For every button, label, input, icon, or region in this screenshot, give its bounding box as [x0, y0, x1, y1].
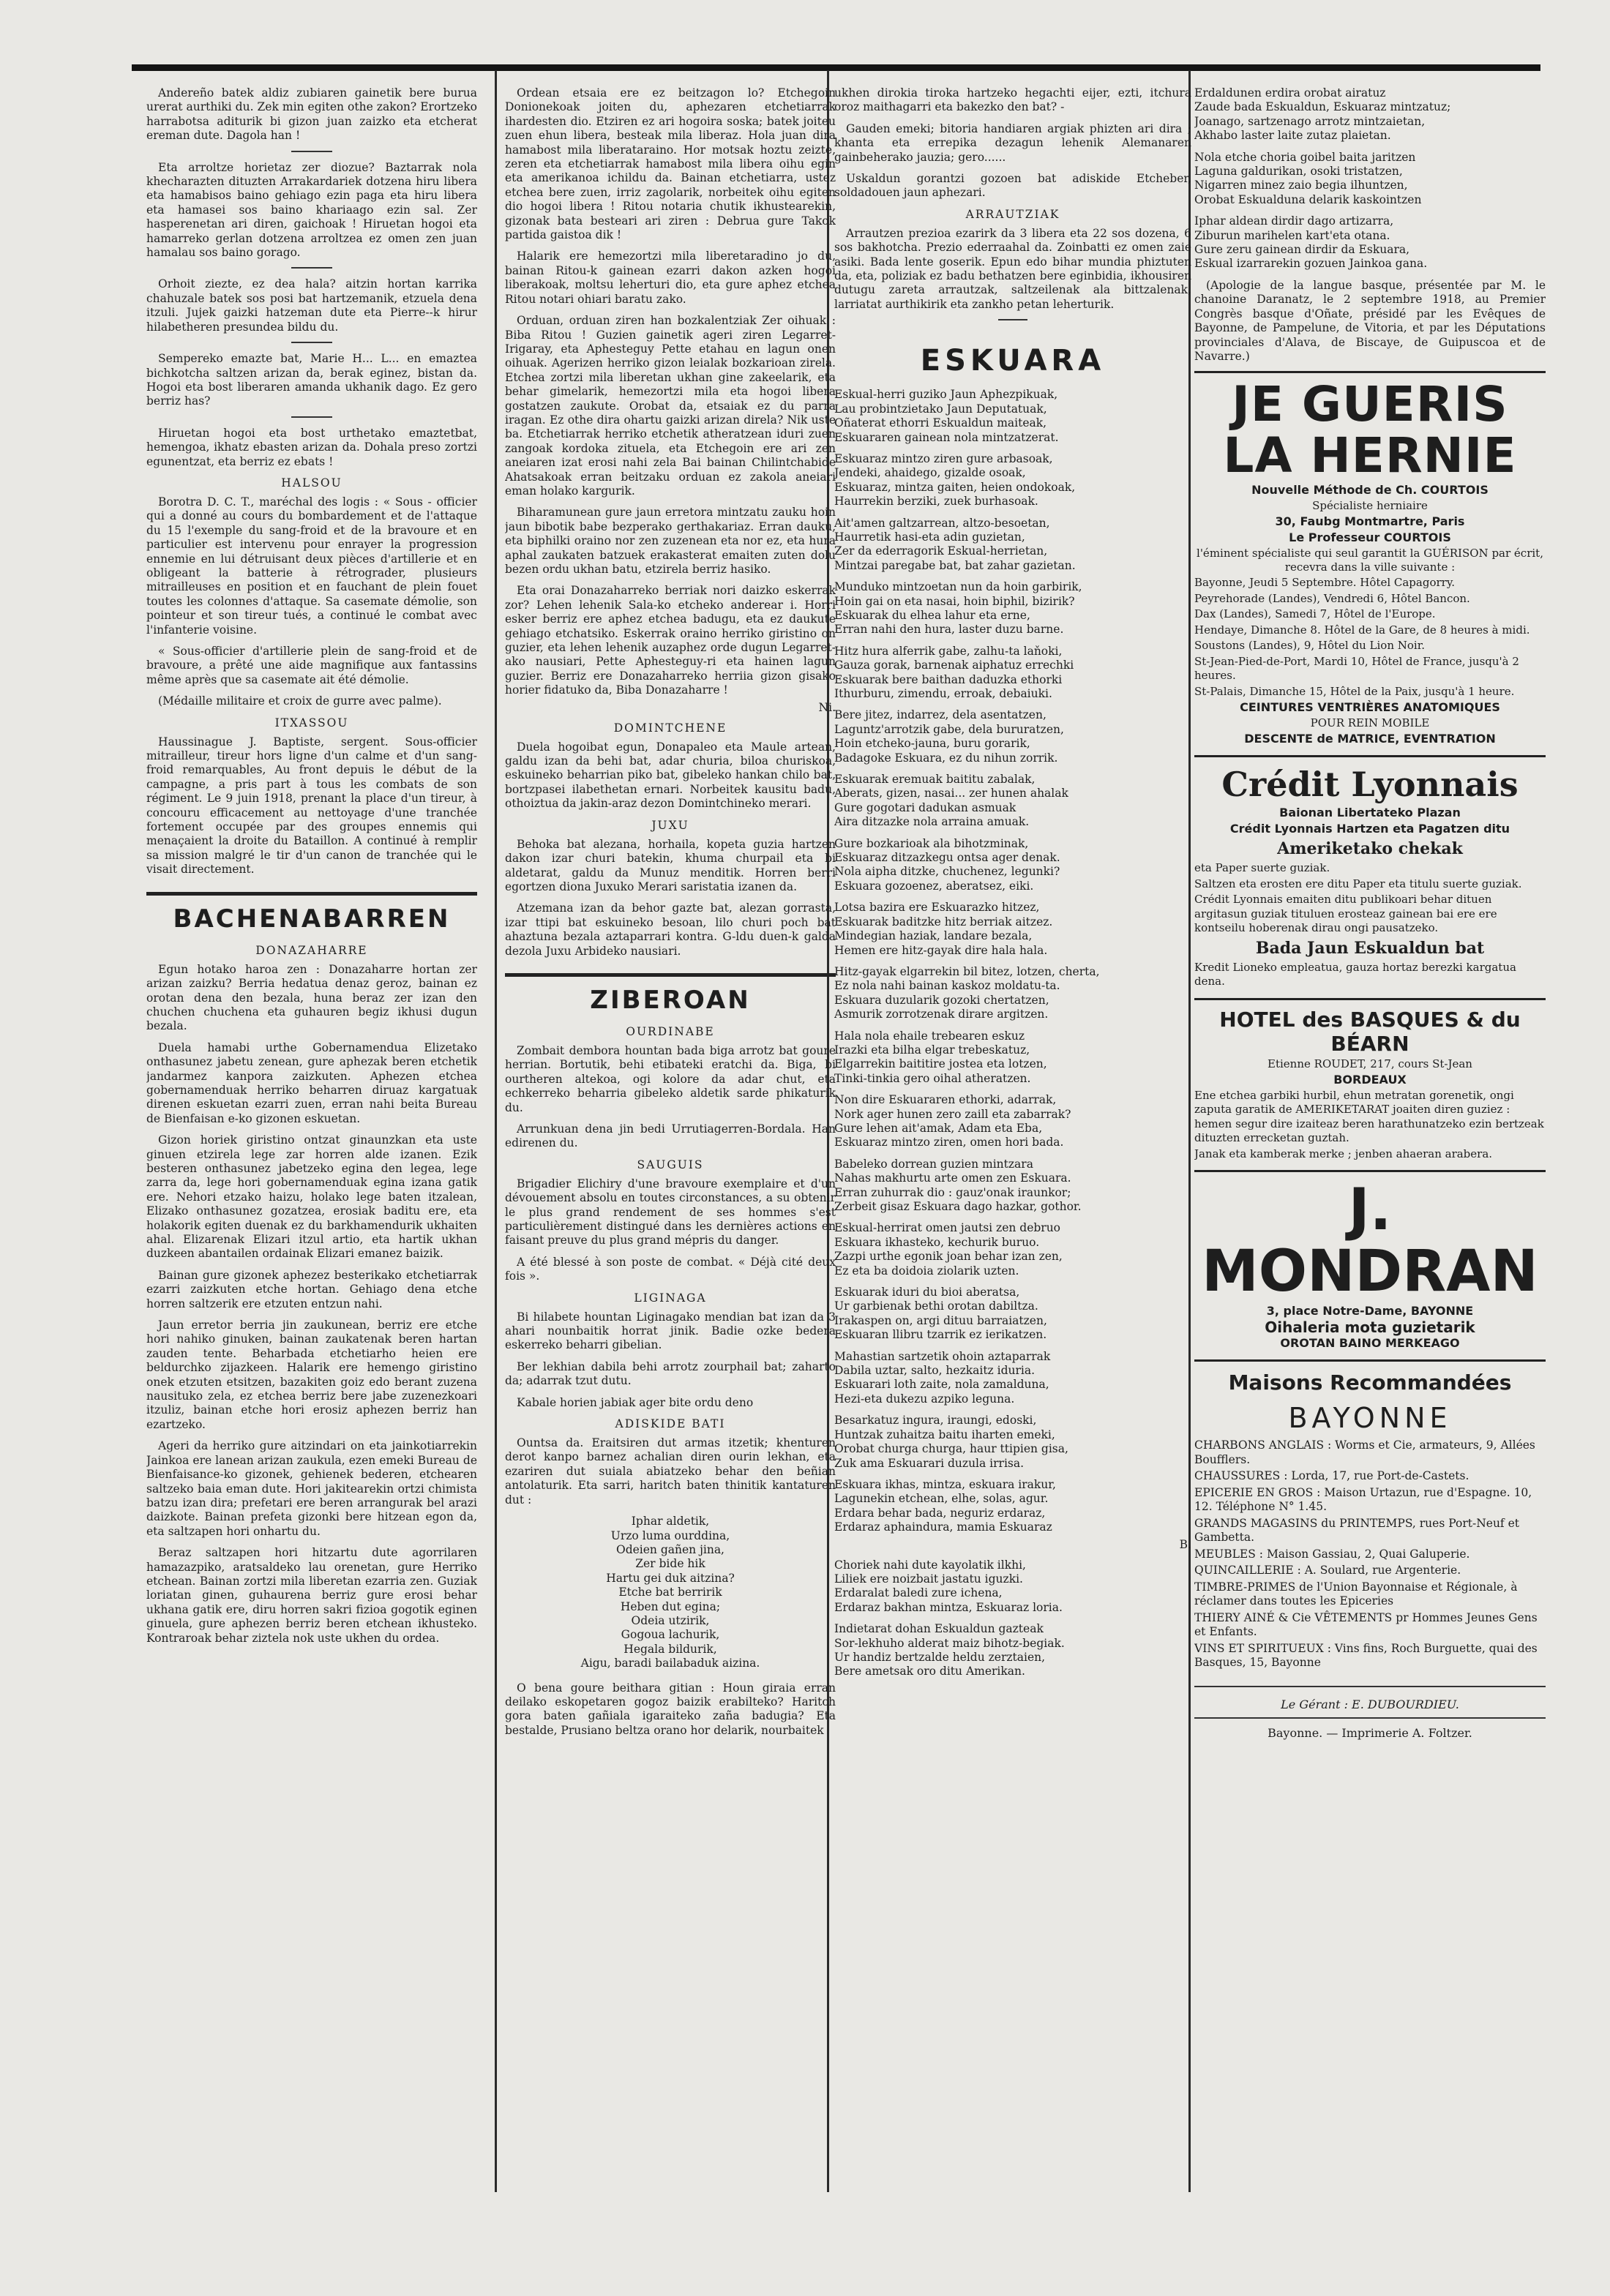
stanza: Munduko mintzoetan nun da hoin garbirik, Hoin gai on eta nasai, hoin biphil, bizirik? Eskuarak du elhea lahur eta erne, Erran nahi den hura, laster duzu barne.	[834, 580, 1082, 637]
poem-line: Aigu, baradi bailabaduk aizina.	[580, 1657, 760, 1670]
ad-headline: Crédit Lyonnais	[1221, 765, 1519, 805]
ad-schedule: Soustons (Landes), 9, Hôtel du Lion Noir.	[1194, 639, 1425, 653]
shop-listing: MEUBLES : Maison Gassiau, 2, Quai Galuperie.	[1194, 1547, 1470, 1561]
shop-listing: EPICERIE EN GROS : Maison Urtazun, rue d'Espagne. 10, 12. Téléphone N° 1.45.	[1194, 1485, 1532, 1514]
poem-line: Zer bide hik	[635, 1557, 705, 1571]
ad-line: Saltzen eta erosten ere ditu Paper eta titulu suerte guziak.	[1194, 877, 1522, 890]
gerant-line: Le Gérant : E. DUBOURDIEU.	[1281, 1697, 1459, 1711]
stanza: Besarkatuz ingura, iraungi, edoski, Huntzak zuhaitza baitu iharten emeki, Orobat churga churga, haur ttipien gisa, Zuk ama Eskuarari duzula irrisa.	[834, 1414, 1068, 1470]
paragraph: Andereño batek aldiz zubiaren gainetik bere burua urerat aurthiki du. Zek min egiten othe zakon? Erortzeko harrabotsa aditurik bi gizon juan zaizko eta etcherat ereman dute. Dagola han !	[146, 86, 477, 143]
paragraph: Ber lekhian dabila behi arrotz zourphail bat; zaharto da; adarrak tzut dutu.	[505, 1359, 836, 1388]
region-heading: ZIBEROAN	[505, 973, 836, 1015]
shop-listing: QUINCAILLERIE : A. Soulard, rue Argenterie.	[1194, 1564, 1461, 1577]
stanza: Non dire Eskuararen ethorki, adarrak, Nork ager hunen zero zaill eta zabarrak? Gure lehen ait'amak, Adam eta Eba, Eskuaraz mintzo ziren, omen hori bada.	[834, 1093, 1071, 1149]
ad-schedule: Hendaye, Dimanche 8. Hôtel de la Gare, de 8 heures à midi.	[1194, 623, 1530, 637]
stanza: Hitz-gayak elgarrekin bil bitez, lotzen, cherta, Ez nola nahi bainan kaskoz moldatu-ta. Eskuara duzularik gozoki chertatzen, Asmurik zorrotzenak dirare argitzen.	[834, 964, 1100, 1021]
region-heading: ESKUARA	[920, 344, 1106, 378]
shop-listing: TIMBRE-PRIMES de l'Union Bayonnaise et Régionale, à réclamer dans toutes les Epiceries	[1194, 1580, 1518, 1608]
ad-credit-lyonnais	[1194, 755, 1546, 998]
separator	[291, 342, 332, 343]
paragraph: « Sous-officier d'artillerie plein de sang-froid et de bravoure, a prêté une aide magnifique aux fantassins même après que sa casemate ait été démolie.	[146, 645, 477, 686]
top-rule	[132, 64, 1540, 71]
stanza: Choriek nahi dute kayolatik ilkhi, Liliek ere noizbait jastatu iguzki. Erdaralat baledi zure ichena, Erdaraz bakhan mintza, Eskuaraz loria.	[834, 1558, 1063, 1614]
paragraph: Duela hogoibat egun, Donapaleo eta Maule artean, galdu izan da behi bat, adar churia, biloa churiskoa, eskuineko beharrian piko bat, gibeleko hankan chilo bat, bortzpasei ilabethetan ernari. Norbeitek kausitu badu, othoiztua da jakin-araz dezon Domintchineko merari.	[505, 740, 836, 811]
stanza: Eskuara ikhas, mintza, eskuara irakur, Lagunekin etchean, elhe, solas, agur. Erdara behar bada, neguriz erdaraz, Erdaraz aphaindura, mamia Eskuaraz	[834, 1477, 1056, 1534]
ad-mondran	[1194, 1170, 1546, 1359]
ad-line: Crédit Lyonnais emaiten ditu publikoari behar dituen argitasun guziak tituluen erosteaz gainean bai ere ere kontseilu hoberenak dirau ongi pausatzeko.	[1194, 893, 1497, 935]
paragraph: ukhen dirokia tiroka hartzeko hegachti eijer, ezti, itchura oroz maithagarri eta bakezko den bat? -	[834, 86, 1191, 114]
ad-line: DESCENTE de MATRICE, EVENTRATION	[1244, 732, 1496, 746]
paragraph: Beraz saltzapen hori hitzartu dute agorrilaren hamazazpiko, aratsaldeko lau orenetan, gure Herriko etchean. Bainan zortzi mila liberetan ezarria zen. Guziak loriatan ginen, guhaurena berriz gure erosi behar ukhana gatik ere, diru horren sakri fizioa gogotik eginen ginuela, gure aphezen berriz beren etchean ikhusteko. Kontraroak behar ziztela nok uste ukhen du ordea.	[146, 1546, 477, 1645]
poem-line: Hartu gei duk aitzina?	[606, 1571, 735, 1585]
paragraph: Bi hilabete hountan Liginagako mendian bat izan da 3 ahari nounbaitik horrat jinik. Badie ozke bedera eskerreko beharri gibelian.	[505, 1310, 836, 1352]
signature: B.	[1179, 1537, 1191, 1551]
separator	[291, 267, 332, 269]
ad-subheadline: Ameriketako chekak	[1277, 839, 1463, 859]
paragraph: Duela hamabi urthe Gobernamendua Elizetako onthasunez jabetu zenean, gure aphezak beren etchetik jandarmez kanpora zaizkuten. Aphezen etchea gobernamenduak herriko beharren diruaz kargatuak direnen eskuetan ezarri zuen, erran nahi beita Bureau de Bienfaisan e-ko gizonen eskuetan.	[146, 1040, 477, 1125]
paragraph: Brigadier Elichiry d'une bravoure exemplaire et d'un dévouement absolu en toutes circonstances, a su obtenir le plus grand rendement de ses hommes s'est particulièrement distingué dans les dernières actions en faisant preuve du plus grand mépris du danger.	[505, 1177, 836, 1248]
stanza: Eskuaraz mintzo ziren gure arbasoak, Jendeki, ahaidego, gizalde osoak, Eskuaraz, mintza gaiten, heien ondokoak, Haurrekin berziki, zuek burhasoak.	[834, 451, 1076, 509]
paragraph: Atzemana izan da behor gazte bat, alezan gorrasta, izar ttipi bat eskuineko besoan, lilo churi poch bat ahaztuna bezala aztaparrari kontra. G-ldu duen-k galda dezola Juxu Arbideko nausiari.	[505, 901, 836, 958]
stanza: Lotsa bazira ere Eskuarazko hitzez, Eskuarak baditzke hitz berriak aitzez. Mindegian haziak, landare bezala, Hemen ere hitz-gayak dire hala hala.	[834, 901, 1053, 957]
shop-listing: VINS ET SPIRITUEUX : Vins fins, Roch Burguette, quai des Basques, 15, Bayonne	[1194, 1641, 1538, 1670]
poem-line: Hegala bildurik,	[624, 1642, 717, 1656]
stanza: Mahastian sartzetik ohoin aztaparrak Dabila uztar, salto, hezkaitz iduria. Eskuarari loth zaite, nola zamalduna, Hezi-eta dukezu azpiko leguna.	[834, 1349, 1051, 1406]
separator	[291, 151, 332, 152]
paragraph: Biharamunean gure jaun erretora mintzatu zauku hoin jaun bibotik babe bezperako gerthakariaz. Erran dauku, eta biphilki oraino nor zen zuzenean eta nor ez, eta hura aphal zaukaten batzuek erakasterat emaiten zuten dolu bezen ordu ukhan batu, etzirela berriz hasiko.	[505, 506, 836, 576]
ad-line: 3, place Notre-Dame, BAYONNE	[1266, 1304, 1474, 1318]
ad-hotel	[1194, 998, 1546, 1171]
ad-schedule: St-Jean-Pied-de-Port, Mardi 10, Hôtel de France, jusqu'à 2 heures.	[1194, 654, 1519, 683]
separator	[998, 319, 1027, 320]
paragraph: Hiruetan hogoi eta bost urthetako emaztetbat, hemengoa, ikhatz ebasten arizan da. Dohala preso zortzi egunentzat, eta berriz ez ebats !	[146, 426, 477, 468]
separator	[1194, 1717, 1546, 1719]
stanza: Indietarat dohan Eskualdun gazteak Sor-lekhuho alderat maiz bihotz-begiak. Ur handiz bertzalde heldu zerztaien, Bere ametsak oro ditu Amerikan.	[834, 1622, 1065, 1678]
paragraph: (Médaille militaire et croix de gurre avec palme).	[158, 694, 442, 708]
ad-headline: JE GUERIS	[1232, 376, 1508, 433]
poem-line: Urzo luma ourddina,	[610, 1528, 730, 1542]
ad-line: Le Professeur COURTOIS	[1289, 530, 1451, 545]
paragraph: Jaun erretor berria jin zaukunean, berriz ere etche hori nahiko ginuken, bainan zaukatenak beren hartan zauden tente. Beharbada etchetiarho heien ere beldurchko zijazkeen. Halarik ere hemengo giristino onek etzuten etsitzen, bazakiten goiz edo berant zuzena nausituko zela, ez etchea berriz bere jabe zuzenezkoari itzuliz, bainan etche hori erosiz aphezen berriz han ezartzeko.	[146, 1318, 477, 1431]
section-heading: ARRAUTZIAK	[965, 207, 1060, 221]
column-1	[146, 86, 477, 2194]
paragraph: Orhoit ziezte, ez dea hala? aitzin hortan karrika chahuzale batek sos posi bat hartzemanik, etzuela dena itzuli. Jujek gaizki hatzeman dute eta Pierre--k hirur hilabetheren presundea bildu du.	[146, 277, 477, 334]
ad-city: BAYONNE	[1288, 1402, 1452, 1435]
stanza: Bere jitez, indarrez, dela asentatzen, Laguntz'arrotzik gabe, dela bururatzen, Hoin etcheko-jauna, buru gorarik, Badagoke Eskuara, ez du nihun zorrik.	[834, 708, 1064, 765]
paragraph: Kabale horien jabiak ager bite ordu deno	[517, 1395, 754, 1409]
paragraph: O bena goure beithara gitian : Houn giraia erran deilako eskopetaren gogoz baizik erabilteko? Haritch gora baten gañiala igaraiteko zaña badugia? Eta bestalde, Prusiano beltza orano hor delarik, nourbaitek	[505, 1681, 836, 1737]
ad-line: Baionan Libertateko Plazan	[1279, 806, 1461, 820]
ad-line: OROTAN BAINO MERKEAGO	[1280, 1336, 1460, 1351]
ad-schedule: Dax (Landes), Samedi 7, Hôtel de l'Europe.	[1194, 607, 1436, 621]
poem-line: Odeien gañen jina,	[616, 1542, 724, 1556]
ad-headline: Maisons Recommandées	[1228, 1370, 1512, 1395]
poem-line: Heben dut egina;	[620, 1599, 721, 1613]
section-heading: ADISKIDE BATI	[615, 1417, 726, 1431]
paragraph: Zombait dembora hountan bada biga arrotz bat goure herrian. Bortutik, behi etibateki eratchi da. Biga, bi ourtheren altekoa, ogi kolore da adar chut, eta echkerreko beharria gibeleko aldetik sarde phikaturik du.	[505, 1043, 836, 1114]
paragraph: Halarik ere hemezortzi mila liberetaradino jo du, bainan Ritou-k gainean ezarri dakon azken hogoi liberakoak, moltsu leherturi dio, eta gure aphez etchea Ritou notari ohiari baratu zako.	[505, 250, 836, 306]
ad-schedule: St-Palais, Dimanche 15, Hôtel de la Paix, jusqu'à 1 heure.	[1194, 684, 1515, 698]
shop-listing: GRANDS MAGASINS du PRINTEMPS, rues Port-Neuf et Gambetta.	[1194, 1516, 1519, 1545]
ad-line: BORDEAUX	[1333, 1072, 1407, 1087]
ad-line: Oihaleria mota guzietarik	[1265, 1318, 1475, 1337]
poem-line: Odeia utzirik,	[631, 1613, 710, 1627]
paragraph: Ageri da herriko gure aitzindari on eta jainkotiarrekin Jainkoa ere lanean arizan zaukula, ezen emeki Bureau de Bienfaisance-ko gizonek, gehienek bederen, etchearen saltzeko baia eman dute. Hori jakitearekin ortzi chimista batzu izan dira; prefetari ere beren arrangurak bel arazi daizkote. Bainan prefeta gizonki bere hitzean egon da, eta saltzapen hori onhartu du.	[146, 1439, 477, 1538]
paragraph: Arrunkuan dena jin bedi Urrutiagerren-Bordala. Han edirenen du.	[505, 1122, 836, 1150]
signature: Ni.	[818, 700, 836, 714]
ad-line: Crédit Lyonnais Hartzen eta Pagatzen ditu	[1229, 822, 1510, 836]
ad-headline: HOTEL des BASQUES & du BÉARN	[1219, 1007, 1521, 1056]
stanza: Eskuarak eremuak baititu zabalak, Aberats, gizen, nasai... zer hunen ahalak Gure gogotari dadukan asmuak Aira ditzazke nola arraina amuak.	[834, 773, 1068, 829]
paragraph: Orduan, orduan ziren han bozkalentziak Zer oihuak : Biba Ritou ! Guzien gainetik ageri ziren Legarret-Irigaray, eta Aphesteguy Pette etahau en lagun onen oihuak. Agerizen herriko gizon leialak bozkarioan zirela. Etchea zortzi mila liberetan ukhan gine zakeelarik, eta behar gimelarik, hemezortzi mila eta hogoi libera gostatzen zaukute. Orobat da, etsaiak ez du parra iragan. Ez othe dira ohartu gaizki arizan direla? Nik uste ba. Etchetiarrak herriko etchetik atheratzean iduri zuen zangoak kordoka zituela, eta Etchegoin ere ari zen aneiaren izat erosi nahi zela Bai bainan Chilintchabide Ahatsakoak erran beitzaku orduan ez zakola aneiari eman holako kargurik.	[505, 314, 836, 498]
poem	[505, 1515, 836, 1670]
section-heading: OURDINABE	[626, 1024, 715, 1038]
ad-schedule: Bayonne, Jeudi 5 Septembre. Hôtel Capagorry.	[1194, 576, 1456, 590]
ad-hernie	[1194, 371, 1546, 755]
paragraph: Bainan gure gizonek aphezez besterikako etchetiarrak ezarri zaizkuten etche hortan. Gehiago dena etche horren saltzerik ere etzuten entzun nahi.	[146, 1268, 477, 1310]
poem-line: Gogoua lachurik,	[621, 1628, 720, 1642]
paragraph: Egun hotako haroa zen : Donazaharre hortan zer arizan zaizku? Berria hedatua denaz geroz, bainan ez orotan dena den bezala, huna beraz zer izan den chuchen chuchena eta guhauren begiz ikhusi dugun bezala.	[146, 962, 477, 1033]
section-heading: SAUGUIS	[637, 1158, 704, 1171]
poem-line: Etche bat berririk	[618, 1586, 722, 1599]
paragraph: Gauden emeki; bitoria handiaren argiak phizten ari dira ; khanta eta errepika dezagun lehenik Alemanaren gainbeherako jauzia; gero......	[834, 121, 1191, 164]
ad-line: Nouvelle Méthode de Ch. COURTOIS	[1251, 483, 1489, 498]
section-heading: HALSOU	[281, 476, 342, 489]
paragraph: Arrautzen prezioa ezarirk da 3 libera eta 22 sos dozena, 6 sos bakhotcha. Prezio ederraahal da. Zoinbatti ez omen zaie asiki. Bada lente goserik. Epun edo bihar mundia phiztuten da, eta, poliziak ez badu bethatzen bere eginbidia, ikhousiren dutugu zareta arrautzak, saltzeilenak ala bittzalenak, larriatat aurthikirik eta zankho petan leherturik.	[834, 226, 1191, 311]
shop-listing: CHARBONS ANGLAIS : Worms et Cie, armateurs, 9, Allées Boufflers.	[1194, 1438, 1535, 1466]
shop-listing: THIERY AINÉ & Cie VÊTEMENTS pr Hommes Jeunes Gens et Enfants.	[1194, 1610, 1538, 1639]
stanza: Eskuarak iduri du bioi aberatsa, Ur garbienak bethi orotan dabiltza. Irakaspen on, argi dituu barraiatzen, Eskuaran llibru tzarrik ez ierikatzen.	[834, 1286, 1047, 1342]
ad-line: eta Paper suerte guziak.	[1194, 861, 1330, 875]
poem-line: Iphar aldetik,	[631, 1515, 710, 1528]
ad-line: Spécialiste herniaire	[1312, 499, 1428, 513]
stanza: Nola etche choria goibel baita jaritzen Laguna galdurikan, osoki tristatzen, Nigarren minez zaio begia ilhuntzen, Orobat Eskualduna delarik kaskointzen	[1194, 150, 1422, 206]
ad-maisons	[1194, 1359, 1546, 1680]
stanza: Gure bozkarioak ala bihotzminak, Eskuaraz ditzazkegu ontsa ager denak. Nola aipha ditzke, chuchenez, legunki? Eskuara gozoenez, aberatsez, eiki.	[834, 836, 1060, 893]
stanza: Hala nola ehaile trebearen eskuz Irazki eta bilha elgar trebeskatuz, Elgarrekin baititire jostea eta lotzen, Tinki-tinkia gero oihal atheratzen.	[834, 1029, 1047, 1085]
ad-line: CEINTURES VENTRIÈRES ANATOMIQUES	[1240, 700, 1500, 715]
printer-line: Bayonne. — Imprimerie A. Foltzer.	[1268, 1725, 1472, 1740]
ad-line: 30, Faubg Montmartre, Paris	[1275, 514, 1465, 529]
ad-line: l'éminent spécialiste qui seul garantit la GUÉRISON par écrit, recevra dans la ville suivante :	[1197, 547, 1543, 574]
ad-schedule: Peyrehorade (Landes), Vendredi 6, Hôtel Bancon.	[1194, 591, 1470, 605]
column-4	[1194, 86, 1546, 2194]
stanza: Erdaldunen erdira orobat airatuz Zaude bada Eskualdun, Eskuaraz mintzatuz; Joanago, sartzenago arrotz mintzaietan, Akhabo laster laite zutaz plaietan.	[1194, 86, 1451, 143]
paragraph: Behoka bat alezana, horhaila, kopeta guzia hartzen dakon izar churi batekin, khuma churpail eta bi aldetarat, galdu da Munuz menditik. Horren berri egortzen diona Juxuko Merari saristatia izanen da.	[505, 837, 836, 893]
column-3	[834, 86, 1191, 2194]
paragraph: Eta orai Donazaharreko berriak nori daizko eskerrak zor? Lehen lehenik Sala-ko etcheko anderear i. Horri esker berriz ere aphez etchea badugu, eta ez daukute gehiago etchatsiko. Eskerrak oraino herriko giristino on guzier, eta lehen lehenik auzaphez orde dugun Legarret-ako nausiari, Pette Aphesteguy-ri eta hainen lagun guzier. Berriz ere Donazaharreko herriia gizon gisako horier fidatuko da, Biba Donazaharre !	[505, 584, 836, 697]
ad-line: Janak eta kamberak merke ; jenben ahaeran arabera.	[1194, 1147, 1493, 1160]
column-divider	[495, 70, 497, 2192]
ad-line: Ene etchea garbiki hurbil, ehun metratan gorenetik, ongi zaputa garatik de AMERIKETARAT joaiten diren guziez : hemen segur dire izaiteaz beren harathunatzeko ezin bertzeak dituzten errecketan guztah.	[1194, 1088, 1544, 1145]
shop-listing: CHAUSSURES : Lorda, 17, rue Port-de-Castets.	[1194, 1469, 1469, 1483]
column-2	[505, 86, 836, 2194]
separator	[1194, 1686, 1546, 1687]
stanza: Ait'amen galtzarrean, altzo-besoetan, Haurretik hasi-eta adin guzietan, Zer da ederragorik Eskual-herrietan, Mintzai paregabe bat, bat zahar gazietan.	[834, 516, 1076, 572]
stanza: Babeleko dorrean guzien mintzara Nahas makhurtu arte omen zen Eskuara. Erran zuhurrak dio : gauz'onak iraunkor; Zerbeit gisaz Eskuara dago hazkar, gothor.	[834, 1157, 1082, 1213]
paragraph: A été blessé à son poste de combat. « Déjà cité deux fois ».	[505, 1255, 836, 1283]
ad-line: Kredit Lioneko empleatua, gauza hortaz berezki kargatua dena.	[1194, 960, 1516, 988]
paragraph: Uskaldun gorantzi gozoen bat adiskide Etcheber, soldadouen jaun aphezari.	[834, 172, 1191, 200]
ad-subheadline: Bada Jaun Eskualdun bat	[1255, 938, 1485, 958]
paragraph: Sempereko emazte bat, Marie H... L... en emaztea bichkotcha saltzen arizan da, berak eginez, bistan da. Hogoi eta bost liberaren amanda ukhanik dago. Ez gero berriz has?	[146, 352, 477, 408]
section-heading: DOMINTCHENE	[613, 721, 727, 735]
section-heading: JUXU	[651, 818, 689, 832]
stanza: Eskual-herrirat omen jautsi zen debruo Eskuara ikhasteko, kechurik buruo. Zazpi urthe egonik joan behar izan zen, Ez eta ba doidoia ziolarik uzten.	[834, 1221, 1063, 1278]
stanza: Eskual-herri guziko Jaun Aphezpikuak, Lau probintzietako Jaun Deputatuak, Oñaterat ethorri Eskualdun maiteak, Eskuararen gainean nola mintzatzerat.	[834, 388, 1059, 444]
separator	[291, 416, 332, 418]
paragraph: Borotra D. C. T., maréchal des logis : « Sous - officier qui a donné au cours du bombardement et de l'attaque du 15 l'exemple du sang-froid et de la bravoure et en particulier est intervenu pour enrayer la progression ennemie en lui détruisant deux pièces d'artillerie et en obligeant la batterie à rétrograder, plusieurs mitrailleuses en position et en fauchant de plein fouet toutes les colonnes d'attaque. Sa casemate démolie, son pointeur et son tireur tués, a continué le combat avec l'infanterie voisine.	[146, 495, 477, 637]
paragraph: Ountsa da. Eraitsiren dut armas itzetik; khenturen derot kanpo barnez achalian diren ourin lekhan, eta ezariren dut suiala abiatzeko behar den beñian antolaturik. Eta sarri, haritch baten thinitik kantaturen dut :	[505, 1436, 836, 1507]
paragraph: Haussinague J. Baptiste, sergent. Sous-officier mitrailleur, tireur hors ligne d'un calme et d'un sang-froid remarquables, Au front depuis le début de la campagne, a pris part à tous les combats de son régiment. Le 9 juin 1918, prenant la place d'un tireur, à concouru efficacement au nettoyage d'une tranchée fortement occupée par des groupes ennemis qui menaçaient la droite du Bataillon. A continué à remplir sa mission malgré le tir d'un canon de tranchée qui le visait directement.	[146, 735, 477, 877]
ad-line: POUR REIN MOBILE	[1310, 716, 1430, 730]
stanza: Hitz hura alferrik gabe, zalhu-ta laňoki, Gauza gorak, barnenak aiphatuz errechki Eskuarak bere baithan daduzka ethorki Ithurburu, zimendu, erroak, debaiuki.	[834, 644, 1074, 700]
ad-line: Etienne ROUDET, 217, cours St-Jean	[1268, 1057, 1472, 1070]
ad-headline: J. MONDRAN	[1202, 1177, 1538, 1305]
ad-headline: LA HERNIE	[1223, 427, 1517, 484]
stanza: Iphar aldean dirdir dago artizarra, Ziburun marihelen kart'eta otana. Gure zeru gainean dirdir da Eskuara, Eskual izarrarekin gozuen Jainkoa gana.	[1194, 214, 1428, 271]
section-heading: ITXASSOU	[274, 716, 349, 729]
paragraph: Eta arroltze horietaz zer diozue? Baztarrak nola khecharazten dituzten Arrakardariek dotzena hiru libera eta hamabisos baino gehiago ezin paga eta hiru libera eta hamasei sos baino khariaago ezin sal. Zer hasperenetan ari diren, gaichoak ! Hiruetan hogoi eta hamarreko gerlan dotzena arroltzea ez omen zen juan hamalau sos baino gorago.	[146, 160, 477, 260]
region-heading: BACHENABARREN	[146, 892, 477, 934]
paragraph: Ordean etsaia ere ez beitzagon lo? Etchegoin Donionekoak joiten du, aphezaren etchetiarrak ihardesten dio. Etziren ez ari hogoira soska; batek joiteu zuen ehun libera, besteak mila liberaz. Hola juan dira hamabost mila liberataraino. Hor motsak hoztu zeizte, zeren eta etchetiarrak hamabost mila libera oihu egin eta amerikanoa ichildu da. Bainan etchetiarra, ustez etchea bere zuen, irriz zagolarik, norbeitek oihu egiten dio hogoi libera ! Ritou notaria chutik ikhustearekin, gizonak bata besteari ari ziren : Debrua gure Takok partida gaistoa dik !	[505, 86, 836, 242]
paragraph: (Apologie de la langue basque, présentée par M. le chanoine Daranatz, le 2 septembre 1918, au Premier Congrès basque d'Oñate, présidé par les Evêques de Bayonne, de Pampelune, de Vitoria, et par les Députations provinciales d'Alava, de Biscaye, de Guipuscoa et de Navarre.)	[1194, 278, 1546, 363]
section-heading: DONAZAHARRE	[255, 943, 368, 957]
paragraph: Gizon horiek giristino ontzat ginaunzkan eta uste ginuen etzirela lege zar horren alde izanen. Ezik besteren onthasunez jabetzeko egina den legea, lege zarra da, lege hori gobernamenduak egina izana gatik ere. Nehori etzako haizu, holako lege baten itzalean, Elizako onthasunez gozatzea, erosiak baditu ere, eta holakorik egiten duenak ez du barkhamendurik ukhaiten ahal. Elizarenak Elizari itzul artio, eta hartik ukhan duzkeen abantailen ordainak Elizari emanez baizik.	[146, 1133, 477, 1261]
section-heading: LIGINAGA	[634, 1291, 707, 1305]
